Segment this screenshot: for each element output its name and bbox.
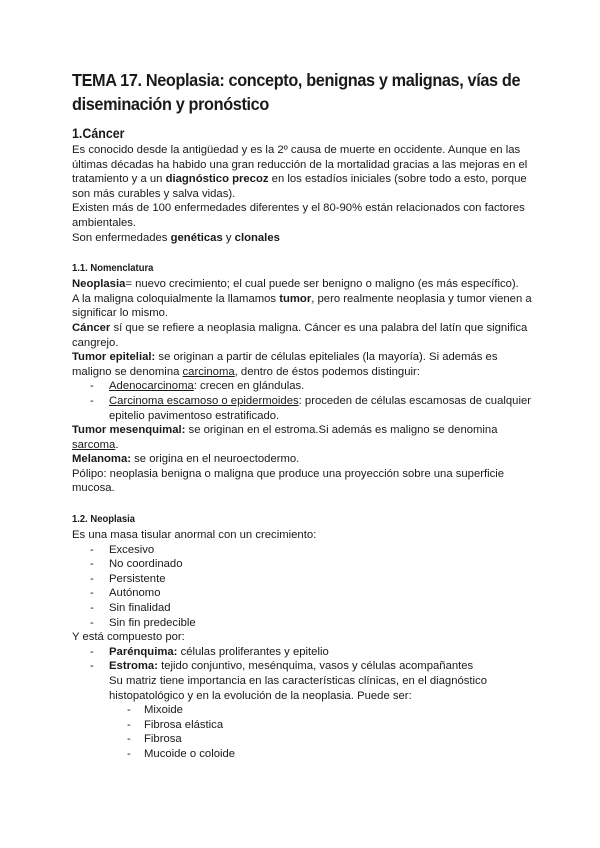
bold-text: Estroma: — [109, 660, 158, 673]
text: No coordinado — [109, 558, 183, 571]
bold-text: Tumor epitelial: — [72, 351, 156, 364]
paragraph-estroma-desc: Su matriz tiene importancia en las características clínicas, en el diagnóstico histopatológico y en la evolución de la neoplasia. Puede ser: — [109, 675, 487, 702]
bold-text: tumor — [279, 292, 312, 305]
dash-bullet: - — [90, 558, 94, 571]
bold-text: Cáncer — [72, 321, 111, 334]
components-list — [72, 645, 534, 674]
text: Es conocido desde la antigüedad y es la 2º causa de muerte en occidente. Aunque en las últimas décadas ha habido una gran reducción de la mortalidad gracias a las mejoras en el tratamiento y a un — [72, 144, 528, 186]
text: : crecen en glándulas. — [193, 380, 305, 393]
paragraph-maligna — [72, 292, 534, 321]
matrix-types-list — [72, 703, 534, 761]
text: Sin fin predecible — [109, 616, 196, 629]
carcinoma-list — [72, 379, 534, 423]
text: = nuevo crecimiento; el cual puede ser benigno o maligno (es más específico). — [125, 278, 519, 291]
text: Excesivo — [109, 543, 155, 556]
paragraph-neoplasia-intro: Es una masa tisular anormal con un crecimiento: — [72, 529, 317, 542]
text: Persistente — [109, 572, 166, 585]
paragraph-polipo: Pólipo: neoplasia benigna o maligna que produce una proyección sobre una superficie mucosa. — [72, 467, 505, 495]
bold-text: Melanoma: — [72, 453, 132, 466]
list-item — [72, 659, 534, 674]
list-item — [72, 543, 534, 558]
paragraph-cancer-def — [72, 321, 534, 350]
dash-bullet: - — [90, 394, 94, 407]
list-item — [72, 572, 534, 587]
list-item — [72, 557, 534, 572]
text: se originan en el estroma.Si además es maligno se denomina — [185, 424, 498, 437]
dash-bullet: - — [127, 704, 131, 717]
text: Mixoide — [144, 704, 183, 717]
text: Sin finalidad — [109, 602, 171, 615]
dash-bullet: - — [127, 718, 131, 731]
growth-list — [72, 543, 534, 631]
text: sí que se refiere a neoplasia maligna. Cáncer es una palabra del latín que significa cangrejo. — [72, 321, 528, 349]
text: se origina en el neuroectodermo. — [131, 453, 300, 466]
dash-bullet: - — [90, 645, 94, 658]
text: Fibrosa elástica — [144, 718, 224, 731]
paragraph-neoplasia-def — [72, 277, 534, 292]
dash-bullet: - — [90, 616, 94, 629]
text: A la maligna coloquialmente la llamamos — [72, 292, 280, 305]
dash-bullet: - — [90, 380, 94, 393]
bold-text: genéticas — [170, 231, 223, 244]
text: Mucoide o coloide — [144, 747, 236, 760]
text: : proceden de células escamosas de cualquier epitelio pavimentoso estratificado. — [109, 394, 531, 422]
list-item — [72, 732, 534, 747]
text: Fibrosa — [144, 733, 182, 746]
dash-bullet: - — [90, 543, 94, 556]
text: y — [222, 231, 235, 244]
section-heading-neoplasia: 1.2. Neoplasia — [72, 513, 136, 526]
dash-bullet: - — [90, 587, 94, 600]
paragraph-compuesto: Y está compuesto por: — [72, 631, 185, 644]
bold-text: Parénquima: — [109, 645, 178, 658]
bold-text: Neoplasia — [72, 278, 126, 291]
paragraph-tumor-epitelial — [72, 350, 534, 379]
dash-bullet: - — [90, 602, 94, 615]
underlined-text: carcinoma — [182, 365, 235, 378]
dash-bullet: - — [127, 733, 131, 746]
bold-text: clonales — [234, 231, 280, 244]
dash-bullet: - — [127, 747, 131, 760]
text: tejido conjuntivo, mesénquima, vasos y células acompañantes — [157, 660, 474, 673]
text: en los estadíos iniciales (sobre todo a esto, porque son más curables y salva vidas). — [72, 173, 527, 200]
underlined-text: Adenocarcinoma — [109, 380, 194, 393]
text: Autónomo — [109, 587, 161, 600]
list-item — [72, 394, 534, 423]
text: células proliferantes y epitelio — [177, 645, 329, 658]
list-item — [72, 379, 534, 394]
dash-bullet: - — [90, 572, 94, 585]
section-heading-nomenclatura: 1.1. Nomenclatura — [72, 262, 154, 275]
text: . — [115, 438, 119, 451]
list-item — [72, 718, 534, 733]
paragraph-diseases: Existen más de 100 enfermedades diferentes y el 80-90% están relacionados con factores ambientales. — [72, 202, 525, 229]
list-item — [72, 616, 534, 631]
paragraph-tumor-mesenquimal — [72, 423, 534, 452]
document-page — [72, 68, 534, 762]
underlined-text: sarcoma — [72, 438, 116, 451]
paragraph-genetic — [72, 231, 534, 246]
text: , pero realmente neoplasia y tumor vienen a significar lo mismo. — [72, 292, 532, 320]
bold-text: Tumor mesenquimal: — [72, 424, 186, 437]
list-item — [72, 586, 534, 601]
list-item — [72, 703, 534, 718]
underlined-text: Carcinoma escamoso o epidermoides — [109, 394, 299, 407]
list-item — [72, 601, 534, 616]
page-title: TEMA 17. Neoplasia: concepto, benignas y malignas, vías de diseminación y pronóstico — [72, 70, 521, 114]
bold-text: diagnóstico precoz — [165, 173, 269, 186]
text: , dentro de éstos podemos distinguir: — [234, 365, 420, 378]
list-item — [72, 645, 534, 660]
dash-bullet: - — [90, 660, 94, 673]
paragraph-cancer-intro — [72, 143, 534, 201]
paragraph-melanoma — [72, 452, 534, 467]
list-item — [72, 747, 534, 762]
text: se originan a partir de células epiteliales (la mayoría). Si además es maligno se denomina — [72, 351, 498, 378]
text: Son enfermedades — [72, 231, 171, 244]
section-heading-cancer: 1.Cáncer — [72, 126, 125, 141]
